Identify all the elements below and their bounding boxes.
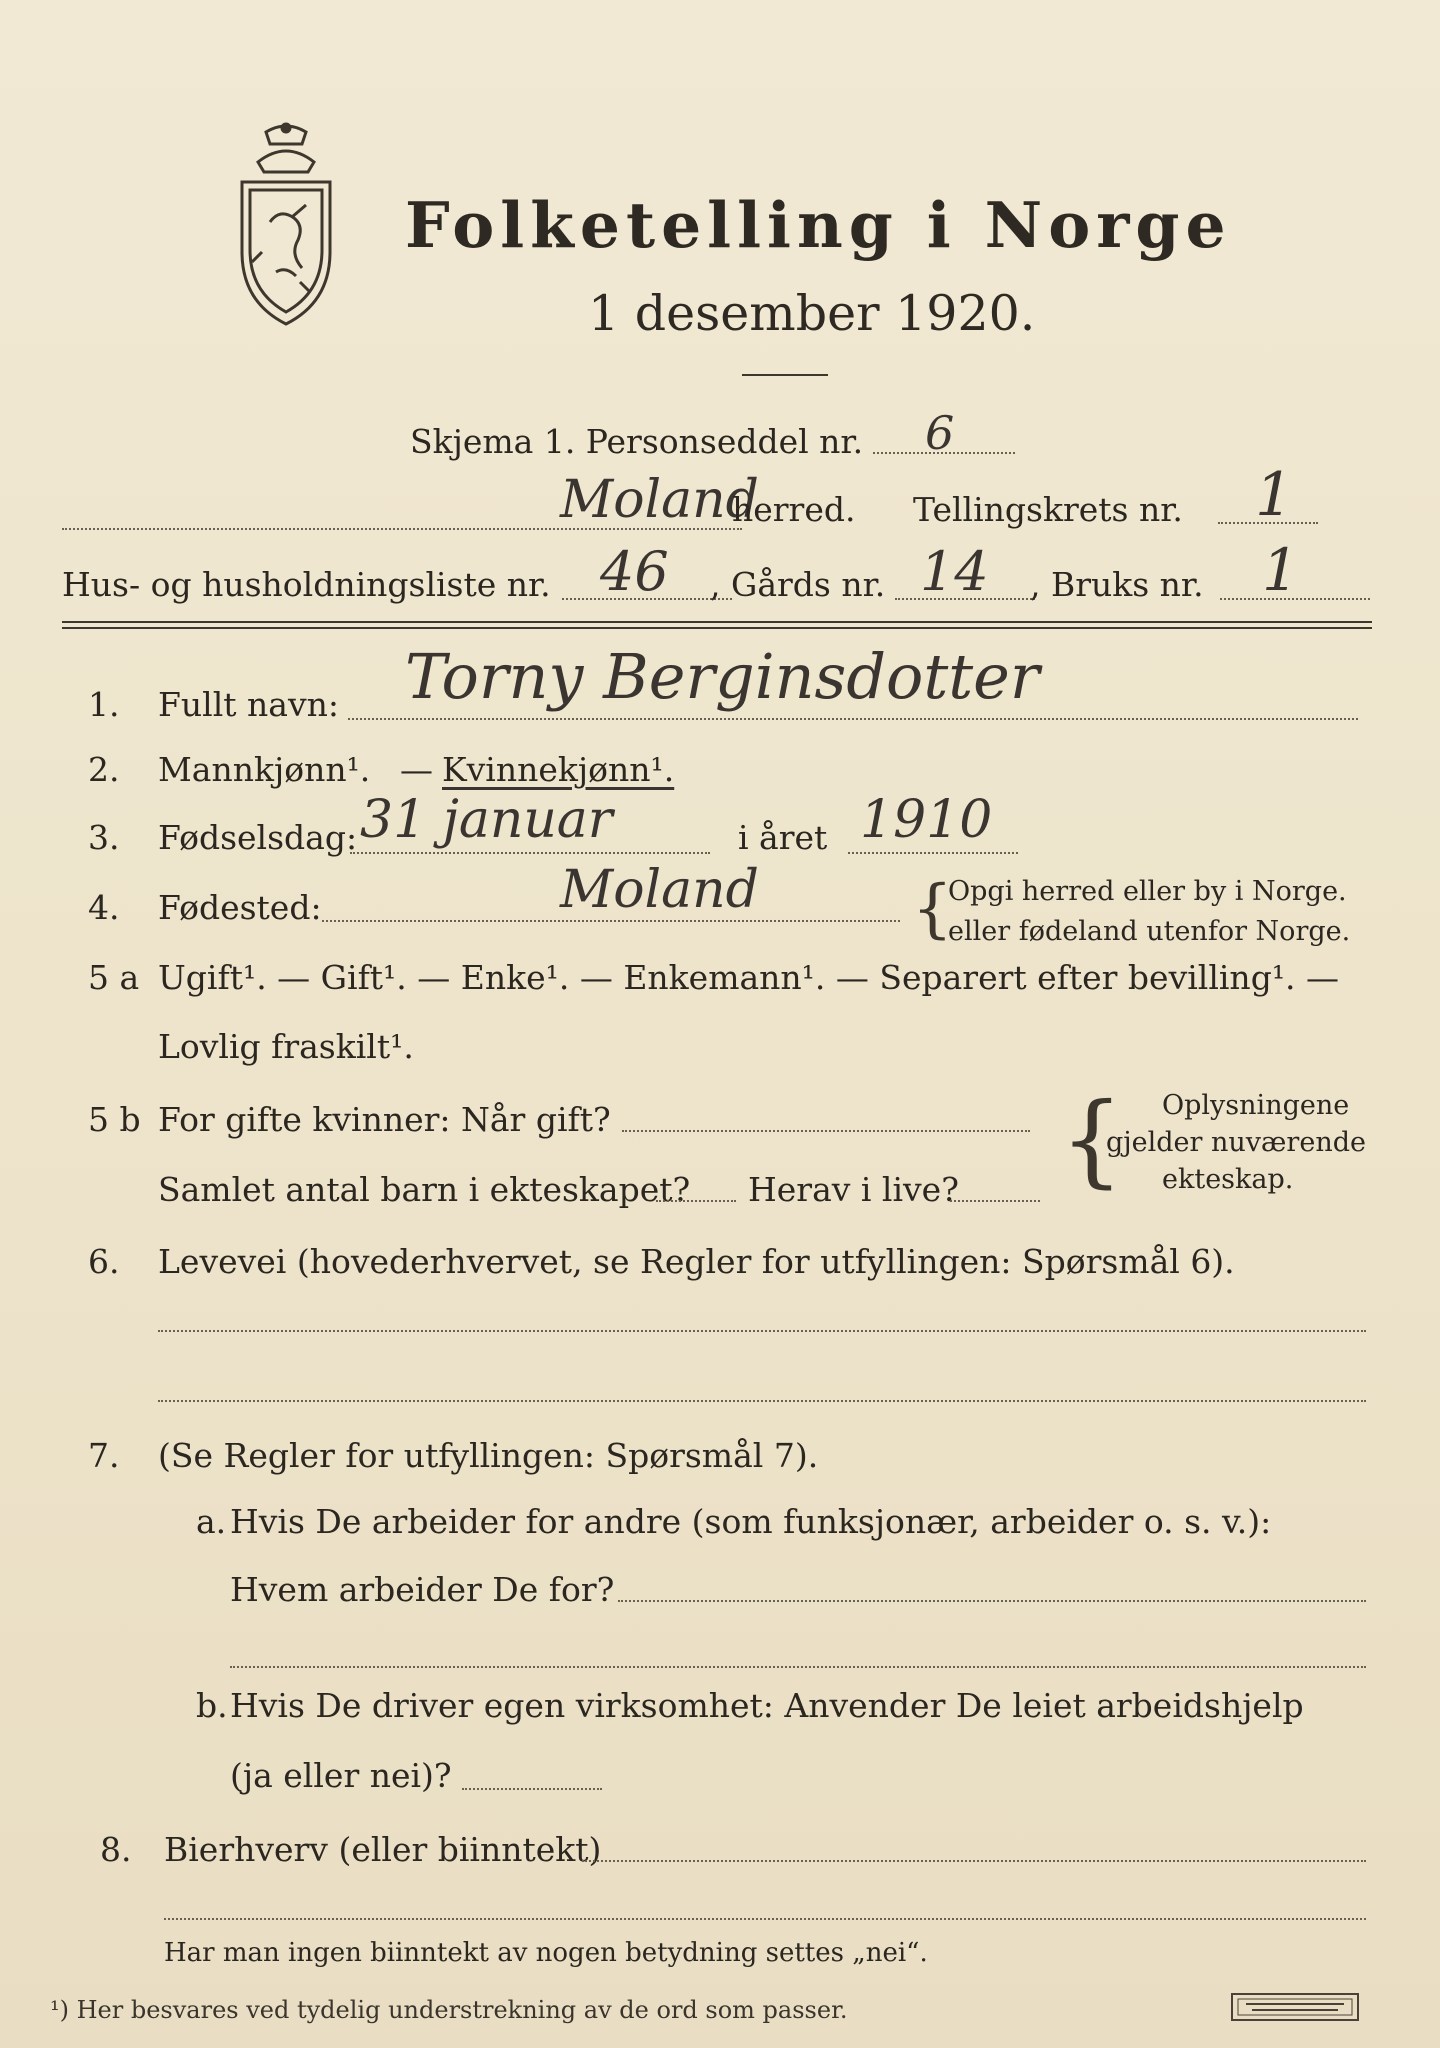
coat-of-arms-icon	[222, 122, 350, 337]
q7a-employer-dots	[618, 1600, 1366, 1602]
q7a-employer-dots-2	[230, 1666, 1366, 1668]
q3-number: 3.	[88, 818, 120, 857]
bruks-label: , Bruks nr.	[1030, 565, 1204, 604]
q3-label: Fødselsdag:	[158, 818, 358, 857]
header-rule-bottom	[62, 627, 1372, 629]
q8-number: 8.	[100, 1830, 132, 1869]
q3-year-label: i året	[738, 818, 828, 857]
q6-number: 6.	[88, 1242, 120, 1281]
q1-full-name[interactable]: Torny Berginsdotter	[405, 640, 1040, 713]
q7b-letter: b.	[196, 1686, 228, 1725]
q2-number: 2.	[88, 750, 120, 789]
q7b-question: Hvis De driver egen virksomhet: Anvender De leiet arbeidshjelp	[230, 1686, 1304, 1725]
household-list-label: Hus- og husholdningsliste nr.	[62, 565, 551, 604]
q6-dots-2	[158, 1400, 1366, 1402]
q5b-note-line1: Oplysningene	[1162, 1090, 1350, 1121]
q7a-employer-label: Hvem arbeider De for?	[230, 1570, 615, 1609]
form-title: Folketelling i Norge	[405, 188, 1232, 262]
q6-label: Levevei (hovederhvervet, se Regler for utfyllingen: Spørsmål 6).	[158, 1242, 1235, 1281]
q1-number: 1.	[88, 685, 120, 724]
title-divider	[742, 374, 828, 376]
q7b-yesno-label: (ja eller nei)?	[230, 1756, 452, 1795]
q7a-question: Hvis De arbeider for andre (som funksjonær, arbeider o. s. v.):	[230, 1502, 1272, 1541]
herred-value[interactable]: Moland	[560, 470, 759, 530]
bruks-value[interactable]: 1	[1262, 536, 1299, 604]
q8-dots-2	[164, 1918, 1366, 1920]
header-rule-top	[62, 621, 1372, 623]
q5b-children-label: Samlet antal barn i ekteskapet?	[158, 1170, 691, 1209]
census-date: 1 desember 1920.	[588, 285, 1036, 342]
schema-value[interactable]: 6	[925, 406, 955, 460]
q2-female-label: Kvinnekjønn¹.	[442, 750, 675, 789]
schema-label: Skjema 1. Personseddel nr.	[410, 422, 864, 461]
household-list-value[interactable]: 46	[600, 540, 669, 603]
gards-label: , Gårds nr.	[710, 565, 886, 604]
q5b-alive-label: Herav i live?	[748, 1170, 959, 1209]
q7-number: 7.	[88, 1436, 120, 1475]
q8-label: Bierhverv (eller biinntekt)	[164, 1830, 602, 1869]
q5b-children-dots	[656, 1200, 736, 1202]
q5b-alive-dots	[950, 1200, 1040, 1202]
q5a-options-cont: Lovlig fraskilt¹.	[158, 1027, 414, 1066]
q4-brace: {	[912, 872, 953, 946]
q5b-number: 5 b	[88, 1100, 141, 1139]
q5a-number: 5 a	[88, 958, 140, 997]
q5a-options: Ugift¹. — Gift¹. — Enke¹. — Enkemann¹. — Separert efter bevilling¹. —	[158, 958, 1340, 997]
q5b-note-line2: gjelder nuværende	[1106, 1127, 1366, 1158]
q4-dots	[322, 920, 900, 922]
q5b-married-label: For gifte kvinner: Når gift?	[158, 1100, 611, 1139]
q4-label: Fødested:	[158, 888, 322, 927]
q3-date-dots	[350, 852, 710, 854]
q4-number: 4.	[88, 888, 120, 927]
q3-birthdate[interactable]: 31 januar	[360, 790, 613, 850]
printer-stamp-icon	[1230, 1992, 1360, 2022]
q2-male-label: Mannkjønn¹.	[158, 750, 371, 789]
q8-dots	[582, 1860, 1366, 1862]
q3-birth-year[interactable]: 1910	[860, 790, 993, 850]
q1-label: Fullt navn:	[158, 685, 339, 724]
q5b-brace: {	[1060, 1081, 1124, 1198]
q7-label: (Se Regler for utfyllingen: Spørsmål 7).	[158, 1436, 819, 1475]
footer-note: Har man ingen biinntekt av nogen betydning settes „nei“.	[164, 1938, 928, 1968]
gards-value[interactable]: 14	[920, 540, 989, 603]
q4-note-line2: eller fødeland utenfor Norge.	[948, 916, 1351, 947]
q1-dots	[348, 718, 1358, 720]
herred-label: herred.	[732, 490, 856, 529]
q5b-note-line3: ekteskap.	[1162, 1164, 1294, 1195]
tellingskrets-value[interactable]: 1	[1255, 460, 1294, 530]
q7a-letter: a.	[196, 1502, 227, 1541]
q4-note-line1: Opgi herred eller by i Norge.	[948, 876, 1347, 907]
q2-separator: —	[400, 750, 433, 789]
tellingskrets-label: Tellingskrets nr.	[913, 490, 1183, 529]
q4-birthplace[interactable]: Moland	[560, 860, 759, 920]
footnote: ¹) Her besvares ved tydelig understrekning av de ord som passer.	[50, 1996, 848, 2024]
q6-dots-1	[158, 1330, 1366, 1332]
q5b-married-dots	[622, 1130, 1030, 1132]
q7b-yesno-dots	[462, 1788, 602, 1790]
q3-year-dots	[848, 852, 1018, 854]
